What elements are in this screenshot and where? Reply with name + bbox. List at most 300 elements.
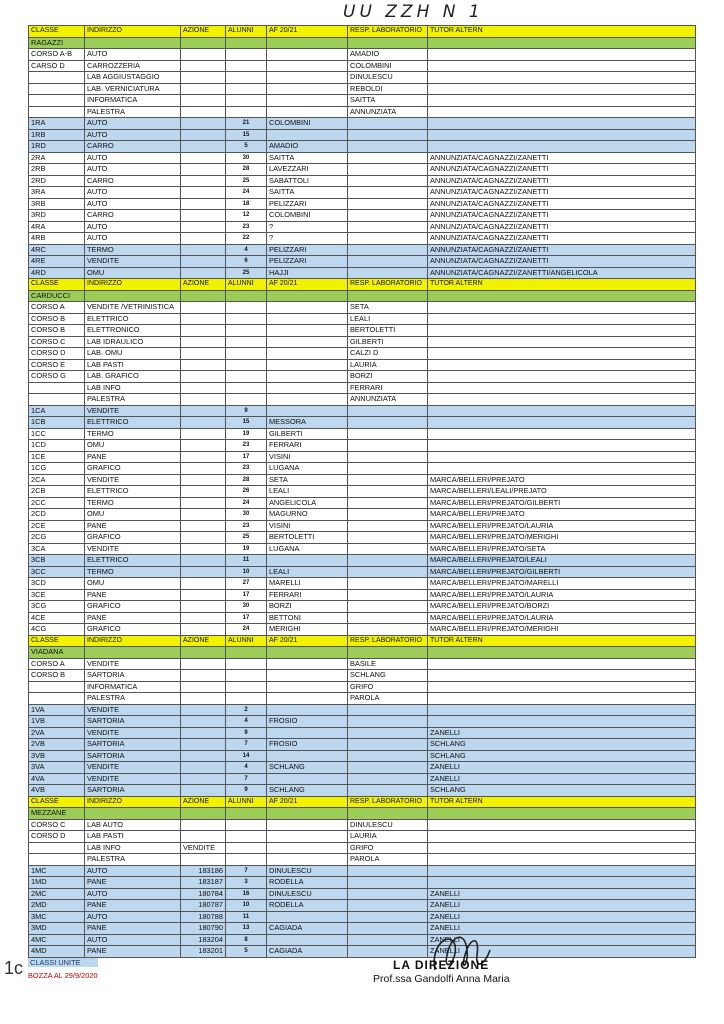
table-cell [181,175,226,187]
table-cell: AMADIO [348,49,428,61]
table-cell [181,302,226,314]
table-cell [348,727,428,739]
table-cell: TERMO [85,566,181,578]
table-cell [85,647,181,659]
table-cell [181,428,226,440]
table-cell: 3CC [29,566,85,578]
table-cell: MARCA/BELLERI/PREJATO/SETA [428,543,696,555]
table-cell [181,95,226,107]
table-row [29,589,696,601]
table-cell [226,348,267,360]
table-cell: SCHLANG [428,750,696,762]
table-cell [226,693,267,705]
table-cell: 4VB [29,785,85,797]
table-cell [181,313,226,325]
table-cell [348,589,428,601]
table-cell [267,336,348,348]
table-cell: SCHLANG [428,785,696,797]
table-cell: LAB INFO [85,382,181,394]
table-cell [348,164,428,176]
table-cell: GRAFICO [85,463,181,475]
table-cell [181,566,226,578]
table-cell: 7 [226,865,267,877]
table-cell [428,693,696,705]
table-row [29,95,696,107]
table-row [29,877,696,889]
table-cell: INDIRIZZO [85,796,181,808]
table-cell: 3RD [29,210,85,222]
table-cell: ALUNNI [226,26,267,38]
table-cell [181,187,226,199]
table-cell [181,118,226,130]
table-cell [226,37,267,49]
table-cell: PANE [85,946,181,958]
table-cell: CLASSE [29,796,85,808]
table-cell: SABATTOLI [267,175,348,187]
table-cell: 14 [226,750,267,762]
table-cell: 1RB [29,129,85,141]
table-row [29,509,696,521]
table-cell [267,934,348,946]
table-cell [348,750,428,762]
table-cell: 2RD [29,175,85,187]
table-cell [428,681,696,693]
table-cell [181,716,226,728]
table-cell [181,405,226,417]
table-cell: 4CG [29,624,85,636]
table-cell [348,187,428,199]
table-cell: AZIONE [181,26,226,38]
table-cell: PELIZZARI [267,256,348,268]
table-cell [29,854,85,866]
table-cell: 2CC [29,497,85,509]
table-cell: LEALI [267,486,348,498]
assignment-table [28,25,696,958]
table-cell: GRIFO [348,842,428,854]
table-row [29,762,696,774]
table-row [29,923,696,935]
table-cell [181,819,226,831]
table-cell: ALUNNI [226,796,267,808]
table-row [29,681,696,693]
table-cell [267,60,348,72]
table-row [29,693,696,705]
table-cell: 2VA [29,727,85,739]
table-row [29,313,696,325]
table-cell: PANE [85,612,181,624]
table-cell [226,106,267,118]
table-cell [428,95,696,107]
table-cell: AUTO [85,221,181,233]
table-cell [267,647,348,659]
table-cell [428,647,696,659]
table-cell: GRAFICO [85,601,181,613]
table-cell: ELETTRICO [85,417,181,429]
table-cell: ANNUNZIATA/CAGNAZZI/ZANETTI [428,221,696,233]
table-cell [181,670,226,682]
table-cell: CORSO B [29,670,85,682]
table-cell [29,693,85,705]
table-cell: SCHLANG [267,785,348,797]
table-cell: CORSO A [29,302,85,314]
table-cell: GILBERTI [348,336,428,348]
table-cell: LAB. VERNICIATURA [85,83,181,95]
section-row [29,290,696,302]
table-cell [29,681,85,693]
table-cell [267,313,348,325]
table-cell [348,762,428,774]
table-cell: AUTO [85,888,181,900]
signature-name: Prof.ssa Gandolfi Anna Maria [373,973,510,985]
table-cell [181,578,226,590]
table-cell: 10 [226,566,267,578]
table-cell: 13 [226,923,267,935]
legend-unite: CLASSI UNITE [28,958,98,967]
table-cell: 26 [226,486,267,498]
table-cell [181,612,226,624]
table-cell: 4 [226,244,267,256]
table-cell: 3VA [29,762,85,774]
table-cell: AZIONE [181,635,226,647]
table-row [29,865,696,877]
table-cell: ? [267,233,348,245]
table-row [29,900,696,912]
table-cell [267,95,348,107]
table-cell: RESP. LABORATORIO [348,635,428,647]
table-cell [428,359,696,371]
table-cell: CORSO C [29,336,85,348]
table-cell [348,175,428,187]
table-cell: CALZI D [348,348,428,360]
table-cell: 12 [226,210,267,222]
table-cell [348,152,428,164]
table-cell: VENDITE [181,842,226,854]
table-cell [428,831,696,843]
table-row [29,129,696,141]
table-cell [267,808,348,820]
table-cell: CORSO G [29,371,85,383]
table-cell: PANE [85,900,181,912]
signature-title: LA DIREZIONE [393,958,490,972]
table-row [29,543,696,555]
table-cell: 27 [226,578,267,590]
table-cell [428,854,696,866]
table-cell [267,819,348,831]
table-cell: CORSO D [29,348,85,360]
table-cell [181,417,226,429]
table-cell: VENDITE [85,543,181,555]
table-cell [348,773,428,785]
table-row [29,440,696,452]
table-cell: 7 [226,773,267,785]
table-cell: LAB PASTI [85,831,181,843]
table-cell: 1RD [29,141,85,153]
table-cell: 8 [226,934,267,946]
table-cell: CORSO B [29,325,85,337]
table-cell: VENDITE [85,256,181,268]
table-cell: PANE [85,451,181,463]
table-cell [226,681,267,693]
table-cell [181,693,226,705]
table-cell: ANGELICOLA [267,497,348,509]
table-cell: 22 [226,233,267,245]
table-row [29,555,696,567]
table-cell [85,808,181,820]
table-cell: SAITTA [267,152,348,164]
table-cell: RESP. LABORATORIO [348,796,428,808]
table-cell: DINULESCU [348,819,428,831]
table-cell [267,704,348,716]
table-row [29,911,696,923]
table-cell [348,578,428,590]
table-cell: ZANELLI [428,923,696,935]
table-cell: AF 20/21 [267,635,348,647]
table-cell [428,394,696,406]
table-cell: TUTOR ALTERN [428,26,696,38]
table-cell [428,313,696,325]
table-row [29,428,696,440]
table-cell: AUTO [85,152,181,164]
table-cell: MARCA/BELLERI/PREJATO/LAURIA [428,520,696,532]
table-cell [181,83,226,95]
table-cell: ZANELLI [428,934,696,946]
table-cell: RESP. LABORATORIO [348,279,428,291]
table-cell [181,440,226,452]
table-cell: 3RA [29,187,85,199]
table-cell [181,658,226,670]
legend [28,958,98,980]
table-cell [226,336,267,348]
table-cell [181,451,226,463]
table-cell [181,497,226,509]
table-cell: 28 [226,164,267,176]
table-cell: 180788 [181,911,226,923]
table-cell: 9 [226,785,267,797]
table-cell: PAROLA [348,854,428,866]
table-cell [226,831,267,843]
table-cell: ZANELLI [428,727,696,739]
table-cell: ANNUNZIATA/CAGNAZZI/ZANETTI [428,256,696,268]
table-cell: MESSORA [267,417,348,429]
table-cell: 17 [226,589,267,601]
table-cell: LAB AGGIUSTAGGIO [85,72,181,84]
table-cell: LUGANA [267,463,348,475]
table-row [29,382,696,394]
table-cell: CARSO D [29,60,85,72]
table-cell: RESP. LABORATORIO [348,26,428,38]
table-cell: 1MC [29,865,85,877]
table-cell: DINULESCU [267,865,348,877]
table-cell: GILBERTI [267,428,348,440]
table-row [29,842,696,854]
table-cell [267,854,348,866]
table-cell [181,267,226,279]
table-cell: PALESTRA [85,394,181,406]
table-row [29,371,696,383]
table-cell: 23 [226,440,267,452]
table-cell [181,60,226,72]
table-cell [85,37,181,49]
table-cell: 3CE [29,589,85,601]
table-row [29,670,696,682]
table-cell: INFORMATICA [85,681,181,693]
table-cell: 1CC [29,428,85,440]
table-cell [29,106,85,118]
table-row [29,486,696,498]
table-cell [428,704,696,716]
table-cell [226,854,267,866]
table-cell [226,95,267,107]
table-cell [348,543,428,555]
table-cell [181,382,226,394]
table-cell [348,612,428,624]
table-cell: MARCA/BELLERI/PREJATO/LEALI [428,555,696,567]
table-cell: ANNUNZIATA/CAGNAZZI/ZANETTI [428,152,696,164]
table-cell: ZANELLI [428,773,696,785]
table-cell [267,727,348,739]
table-cell: 2MD [29,900,85,912]
table-cell: LAB. OMU [85,348,181,360]
table-cell [226,670,267,682]
table-cell: CLASSE [29,26,85,38]
table-cell: FROSIO [267,716,348,728]
table-cell [348,428,428,440]
table-cell: 183204 [181,934,226,946]
table-cell: AUTO [85,118,181,130]
table-cell [267,49,348,61]
table-header-row [29,26,696,38]
table-cell [428,83,696,95]
table-cell: AUTO [85,164,181,176]
table-cell [181,762,226,774]
table-cell [428,371,696,383]
table-row [29,417,696,429]
table-cell [267,359,348,371]
table-row [29,325,696,337]
table-cell: DINULESCU [267,888,348,900]
table-cell: ANNUNZIATA/CAGNAZZI/ZANETTI/ANGELICOLA [428,267,696,279]
table-cell: PELIZZARI [267,198,348,210]
table-cell: DINULESCU [348,72,428,84]
table-cell [226,359,267,371]
table-cell: SARTORIA [85,739,181,751]
table-cell: SARTORIA [85,670,181,682]
table-cell: PELIZZARI [267,244,348,256]
table-cell [267,681,348,693]
table-cell [267,394,348,406]
table-cell: ANNUNZIATA/CAGNAZZI/ZANETTI [428,244,696,256]
table-cell: OMU [85,267,181,279]
table-cell: COLOMBINI [267,118,348,130]
table-cell [428,348,696,360]
table-cell [428,463,696,475]
table-cell [348,624,428,636]
table-row [29,497,696,509]
table-cell: AF 20/21 [267,26,348,38]
table-cell [348,198,428,210]
table-cell: 24 [226,187,267,199]
table-cell: RODELLA [267,900,348,912]
table-cell [428,658,696,670]
table-cell: 4MC [29,934,85,946]
table-cell: INFORMATICA [85,95,181,107]
table-cell [348,233,428,245]
table-cell [428,60,696,72]
table-cell [348,911,428,923]
table-cell [428,440,696,452]
table-cell [181,681,226,693]
table-cell [181,750,226,762]
table-cell: VIADANA [29,647,85,659]
table-cell [267,405,348,417]
table-cell [181,532,226,544]
table-cell: VISINI [267,520,348,532]
table-row [29,601,696,613]
table-cell: 19 [226,543,267,555]
table-cell: 180790 [181,923,226,935]
table-cell [348,923,428,935]
table-cell: MARCA/BELLERI/PREJATO/MERIGHI [428,624,696,636]
table-row [29,451,696,463]
table-cell: SCHLANG [348,670,428,682]
table-cell: CORSO C [29,819,85,831]
table-cell: ANNUNZIATA/CAGNAZZI/ZANETTI [428,198,696,210]
table-cell: ALUNNI [226,635,267,647]
table-cell [226,658,267,670]
table-cell: INDIRIZZO [85,635,181,647]
table-cell: MARCA/BELLERI/PREJATO [428,509,696,521]
table-cell: CORSO D [29,831,85,843]
table-cell: 23 [226,463,267,475]
table-cell: 15 [226,129,267,141]
table-cell: OMU [85,509,181,521]
table-cell [267,348,348,360]
table-cell: 1CA [29,405,85,417]
table-cell: OMU [85,578,181,590]
table-cell: CARRO [85,210,181,222]
table-cell: 2CE [29,520,85,532]
table-cell: LAB. GRAFICO [85,371,181,383]
table-cell: CORSO B [29,313,85,325]
table-cell: 4CE [29,612,85,624]
table-cell [29,394,85,406]
table-cell: 24 [226,624,267,636]
table-cell: TUTOR ALTERN [428,635,696,647]
table-cell [181,141,226,153]
table-cell [348,497,428,509]
table-cell: GRAFICO [85,624,181,636]
table-cell: BETTONI [267,612,348,624]
table-row [29,72,696,84]
table-cell [181,72,226,84]
table-cell [428,819,696,831]
table-cell [226,394,267,406]
table-cell: 1CE [29,451,85,463]
table-cell: 23 [226,520,267,532]
table-cell [181,509,226,521]
table-cell [348,118,428,130]
table-cell: 2CB [29,486,85,498]
table-cell: 5 [226,141,267,153]
table-cell: TERMO [85,244,181,256]
table-cell: 3RB [29,198,85,210]
table-cell [428,865,696,877]
table-cell: 17 [226,612,267,624]
table-cell: 19 [226,428,267,440]
table-cell: CARROZZERIA [85,60,181,72]
table-cell: PANE [85,877,181,889]
table-cell [348,463,428,475]
